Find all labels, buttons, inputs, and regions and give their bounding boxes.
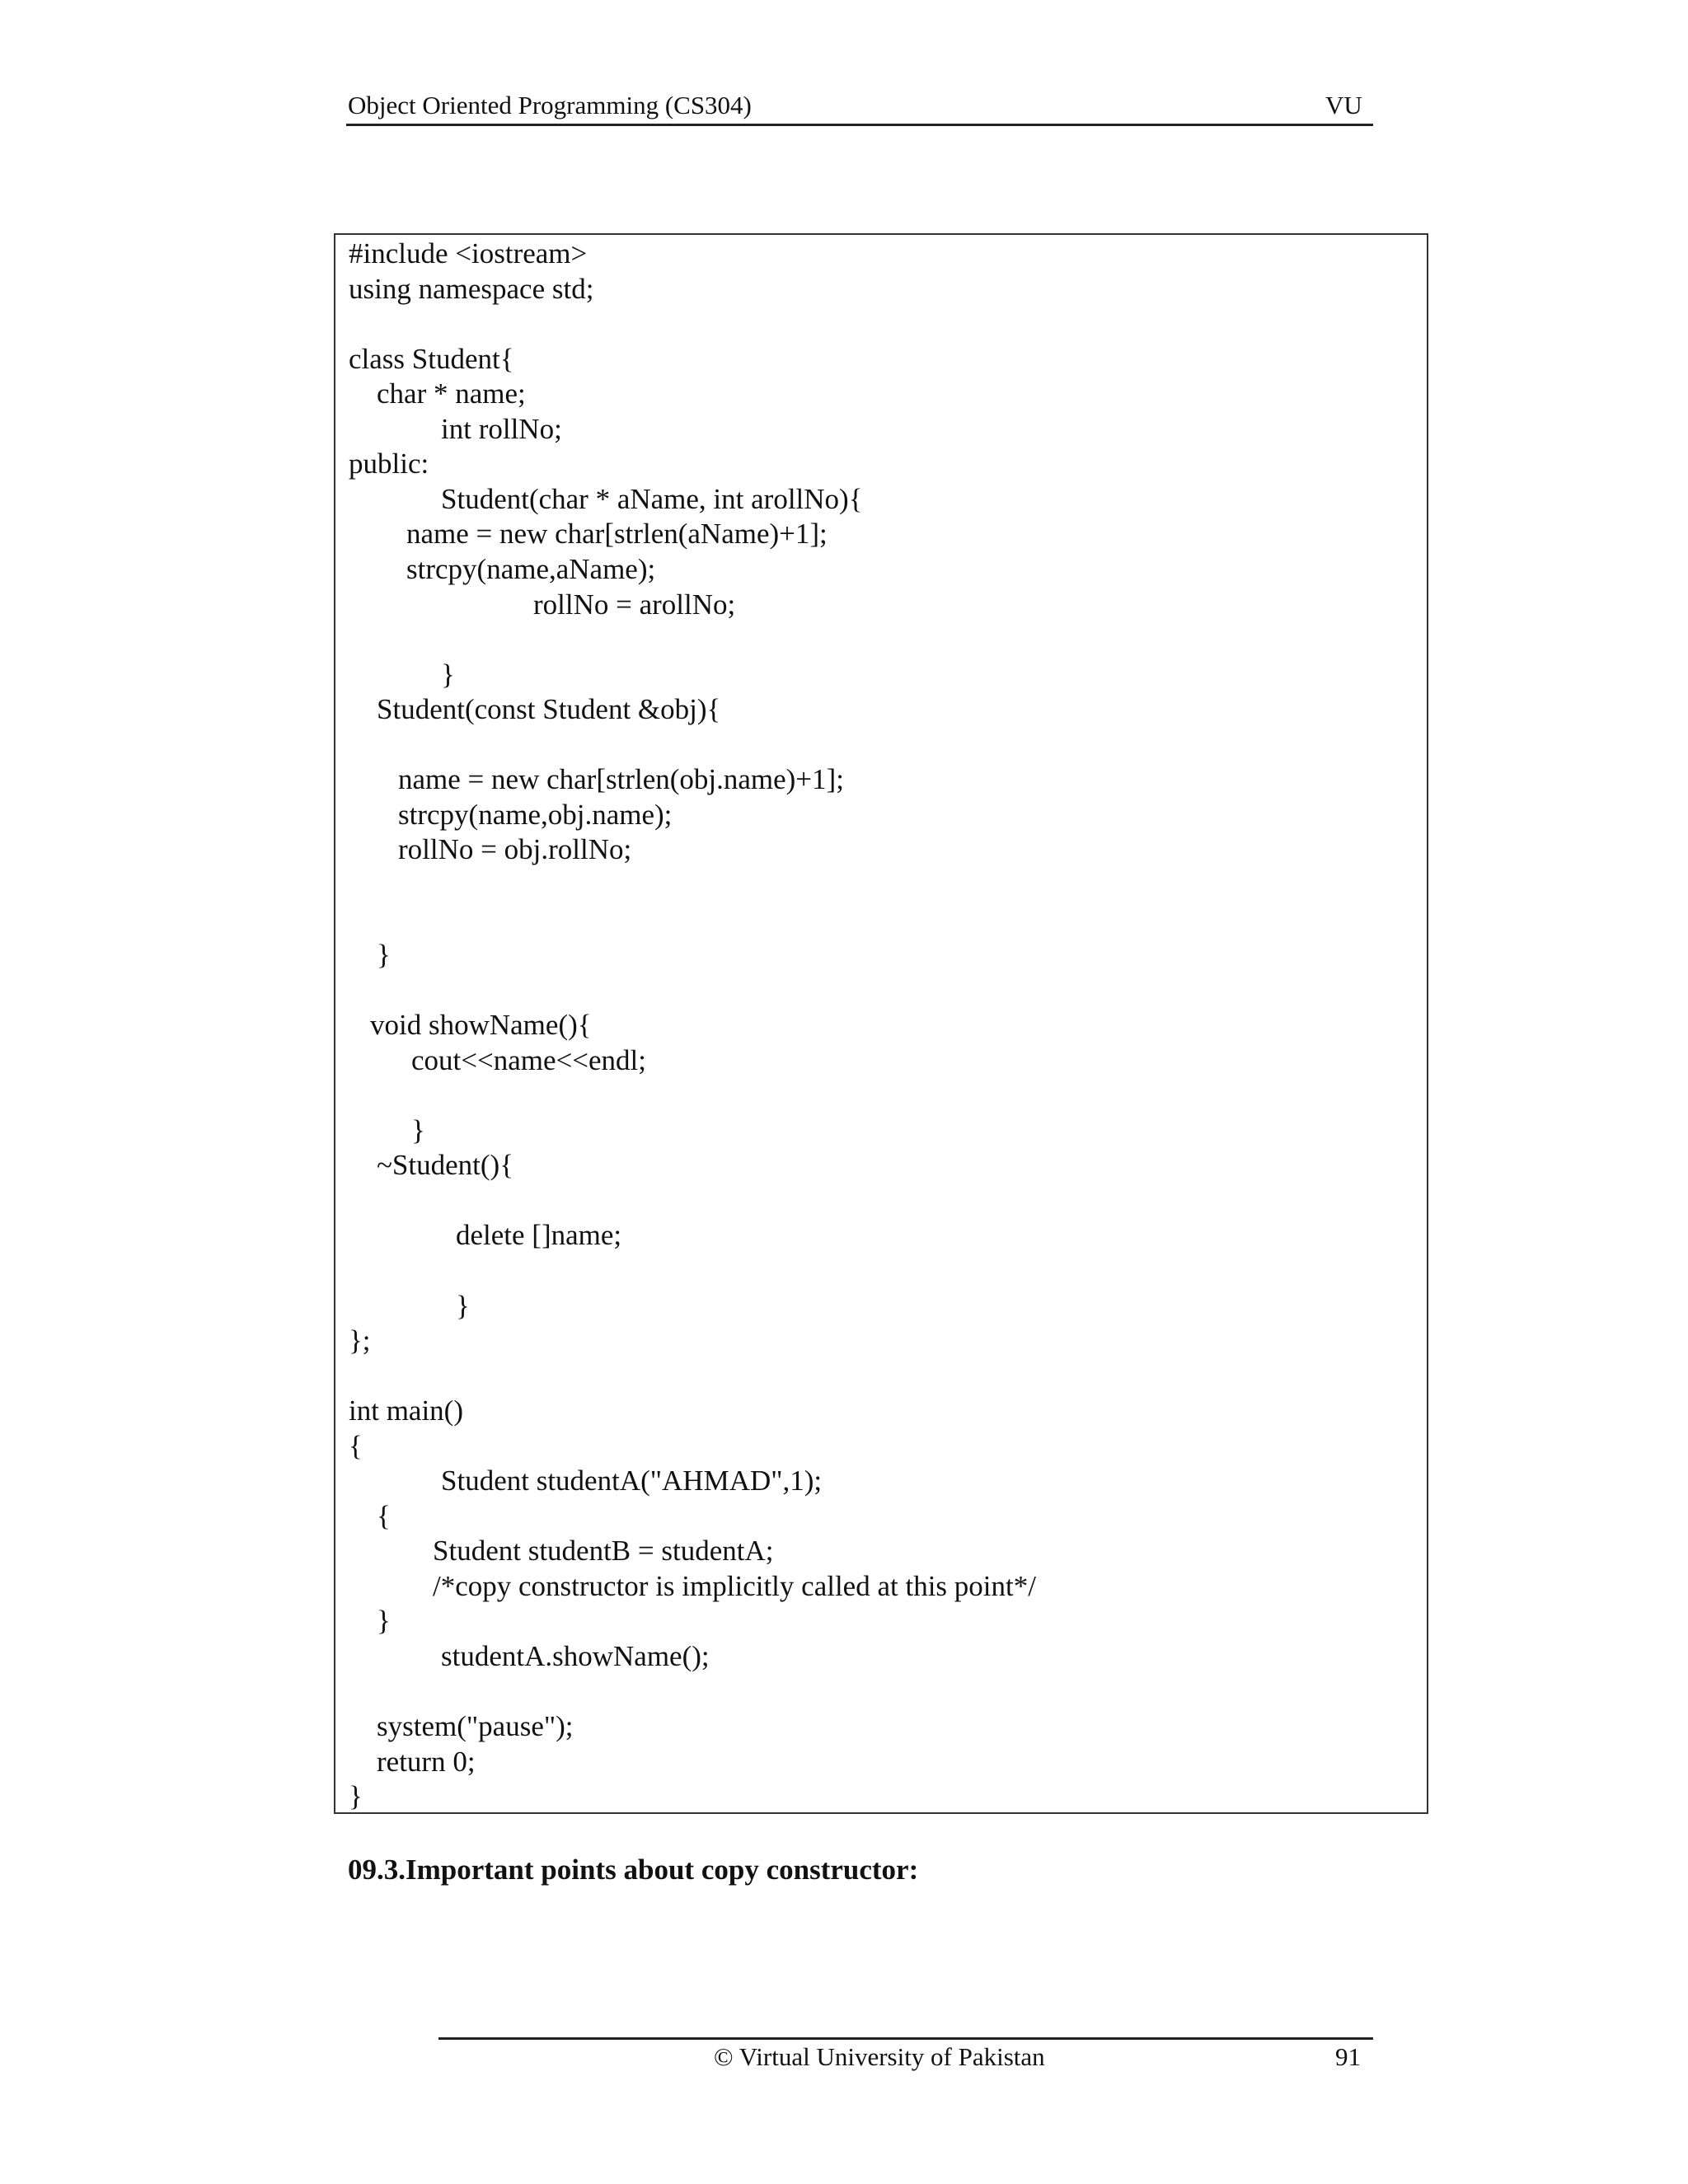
code-line: { — [349, 1429, 363, 1462]
code-line: char * name; — [377, 377, 526, 410]
header-rule — [346, 124, 1373, 126]
code-line: ~Student(){ — [377, 1149, 513, 1182]
code-line: strcpy(name,obj.name); — [398, 798, 673, 831]
code-line: public: — [349, 448, 429, 480]
page-number: 91 — [1335, 2042, 1361, 2071]
code-line: } — [377, 1605, 391, 1638]
footer-rule — [438, 2037, 1373, 2040]
footer-copyright: © Virtual University of Pakistan — [714, 2042, 1045, 2071]
code-line: #include <iostream> — [349, 237, 588, 269]
code-line: strcpy(name,aName); — [406, 552, 656, 585]
code-line: system("pause"); — [377, 1710, 574, 1743]
code-line: } — [441, 658, 455, 691]
code-line: } — [377, 939, 391, 971]
code-line: delete []name; — [456, 1219, 622, 1252]
code-line: } — [349, 1780, 363, 1813]
code-line: studentA.showName(); — [441, 1640, 710, 1672]
code-line: name = new char[strlen(aName)+1]; — [406, 518, 828, 551]
code-line: return 0; — [377, 1745, 476, 1778]
code-line: Student studentB = studentA; — [433, 1535, 774, 1568]
code-line: cout<<name<<endl; — [411, 1043, 646, 1076]
code-line: Student studentA("AHMAD",1); — [441, 1465, 823, 1497]
code-line: void showName(){ — [370, 1009, 592, 1042]
code-line: int main() — [349, 1394, 463, 1427]
code-line: /*copy constructor is implicitly called at this point*/ — [433, 1569, 1036, 1602]
section-heading: 09.3.Important points about copy constructor: — [348, 1854, 919, 1886]
code-line: } — [411, 1113, 425, 1146]
code-line: Student(const Student &obj){ — [377, 693, 721, 726]
code-line: { — [377, 1499, 391, 1532]
code-line: using namespace std; — [349, 272, 594, 305]
code-line: int rollNo; — [441, 412, 562, 445]
code-line: class Student{ — [349, 342, 514, 375]
code-line: Student(char * aName, int arollNo){ — [441, 482, 863, 515]
code-line: } — [456, 1289, 470, 1322]
code-line: rollNo = arollNo; — [533, 588, 736, 621]
code-listing-box — [334, 233, 1428, 1814]
code-line: name = new char[strlen(obj.name)+1]; — [398, 763, 844, 796]
header-title: Object Oriented Programming (CS304) — [348, 91, 752, 120]
header-vu: VU — [1325, 91, 1362, 120]
code-line: rollNo = obj.rollNo; — [398, 833, 632, 866]
code-line: }; — [349, 1324, 371, 1357]
